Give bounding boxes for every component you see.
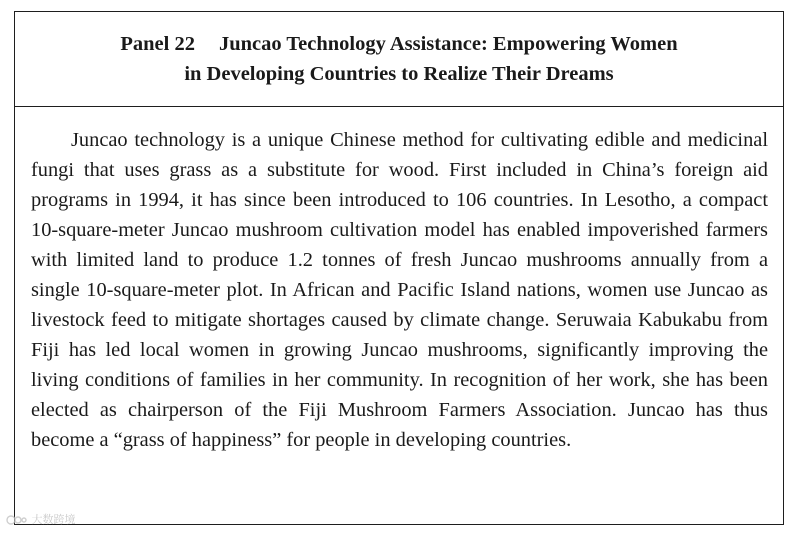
panel-box: [14, 11, 784, 525]
watermark-logo-icon: [6, 514, 28, 526]
watermark: [6, 511, 76, 527]
panel-header: [15, 12, 783, 107]
watermark-text: 大数跨境: [31, 513, 76, 526]
panel-body: [15, 107, 783, 455]
panel-title: [120, 29, 677, 89]
panel-title-line-2: in Developing Countries to Realize Their Dreams: [184, 63, 614, 85]
panel-title-line-1: [120, 29, 677, 59]
panel-number: Panel 22: [120, 33, 195, 55]
panel-title-text-1: Juncao Technology Assistance: Empowering Women: [218, 33, 678, 55]
panel-body-paragraph: Juncao technology is a unique Chinese method for cultivating edible and medicinal fungi that uses grass as a substitute for wood. First included in China’s foreign aid programs in 1994, it has since been introduced to 106 countries. In Lesotho, a compact 10-square-meter Juncao mushroom cultivation model has enabled impoverished farmers with limited land to produce 1.2 tonnes of fresh Juncao mushrooms annually from a single 10-square-meter plot. In African and Pacific Island nations, women use Juncao as livestock feed to mitigate shortages caused by climate change. Seruwaia Kabukabu from Fiji has led local women in growing Juncao mushrooms, significantly improving the living conditions of families in her community. In recognition of her work, she has been elected as chairperson of the Fiji Mushroom Farmers Association. Juncao has thus become a “grass of happiness” for people in developing countries.: [31, 129, 768, 451]
